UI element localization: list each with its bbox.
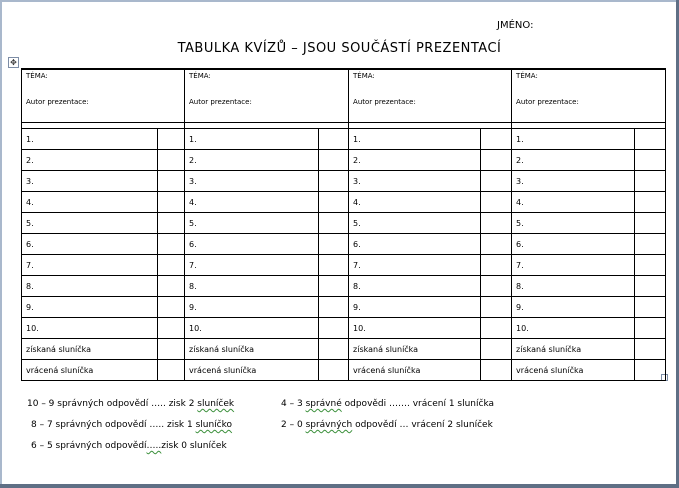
vracena-cell[interactable]: vrácená sluníčka (185, 360, 319, 381)
question-number-cell[interactable]: 7. (512, 255, 635, 276)
ziskana-row (22, 339, 666, 360)
question-number-cell[interactable]: 9. (349, 297, 481, 318)
question-row (22, 255, 666, 276)
answer-cell[interactable] (319, 339, 349, 360)
question-row (22, 297, 666, 318)
answer-cell[interactable] (481, 276, 512, 297)
answer-cell[interactable] (319, 213, 349, 234)
answer-cell[interactable] (635, 360, 666, 381)
answer-cell[interactable] (158, 171, 185, 192)
question-number-cell[interactable]: 5. (185, 213, 319, 234)
answer-cell[interactable] (319, 255, 349, 276)
question-number-cell[interactable]: 8. (22, 276, 158, 297)
question-number-cell[interactable]: 10. (512, 318, 635, 339)
page-title: TABULKA KVÍZŮ – JSOU SOUČÁSTÍ PREZENTACÍ (177, 41, 502, 56)
answer-cell[interactable] (158, 150, 185, 171)
question-number-cell[interactable]: 4. (22, 192, 158, 213)
question-number-cell[interactable]: 1. (512, 129, 635, 150)
tema-row (22, 69, 666, 96)
question-row (22, 129, 666, 150)
legend-line-2-right: 2 – 0 správných odpovědí … vrácení 2 sluníček (281, 420, 493, 430)
tema-cell[interactable]: TÉMA: (349, 69, 512, 96)
question-number-cell[interactable]: 9. (512, 297, 635, 318)
answer-cell[interactable] (481, 297, 512, 318)
ziskana-cell[interactable]: získaná sluníčka (349, 339, 481, 360)
autor-cell[interactable]: Autor prezentace: (185, 96, 349, 123)
question-number-cell[interactable]: 1. (185, 129, 319, 150)
question-row (22, 318, 666, 339)
autor-cell[interactable]: Autor prezentace: (22, 96, 185, 123)
answer-cell[interactable] (158, 213, 185, 234)
legend-line-1-right: 4 – 3 správné odpovědi ……. vrácení 1 sluníčka (281, 399, 495, 409)
answer-cell[interactable] (635, 255, 666, 276)
question-number-cell[interactable]: 10. (349, 318, 481, 339)
answer-cell[interactable] (319, 192, 349, 213)
question-row (22, 234, 666, 255)
question-number-cell[interactable]: 7. (185, 255, 319, 276)
question-number-cell[interactable]: 3. (349, 171, 481, 192)
answer-cell[interactable] (319, 276, 349, 297)
question-number-cell[interactable]: 3. (22, 171, 158, 192)
answer-cell[interactable] (635, 297, 666, 318)
question-number-cell[interactable]: 6. (349, 234, 481, 255)
autor-cell[interactable]: Autor prezentace: (512, 96, 666, 123)
ziskana-cell[interactable]: získaná sluníčka (22, 339, 158, 360)
answer-cell[interactable] (319, 360, 349, 381)
autor-cell[interactable]: Autor prezentace: (349, 96, 512, 123)
quiz-table (21, 68, 666, 381)
vracena-cell[interactable]: vrácená sluníčka (22, 360, 158, 381)
question-number-cell[interactable]: 2. (512, 150, 635, 171)
question-number-cell[interactable]: 4. (349, 192, 481, 213)
ziskana-cell[interactable]: získaná sluníčka (512, 339, 635, 360)
question-number-cell[interactable]: 6. (185, 234, 319, 255)
question-number-cell[interactable]: 7. (22, 255, 158, 276)
answer-cell[interactable] (635, 234, 666, 255)
question-number-cell[interactable]: 10. (185, 318, 319, 339)
question-number-cell[interactable]: 4. (185, 192, 319, 213)
question-number-cell[interactable]: 5. (512, 213, 635, 234)
question-number-cell[interactable]: 2. (349, 150, 481, 171)
answer-cell[interactable] (481, 255, 512, 276)
answer-cell[interactable] (158, 318, 185, 339)
answer-cell[interactable] (158, 297, 185, 318)
answer-cell[interactable] (635, 213, 666, 234)
question-number-cell[interactable]: 9. (185, 297, 319, 318)
answer-cell[interactable] (319, 171, 349, 192)
answer-cell[interactable] (635, 150, 666, 171)
answer-cell[interactable] (481, 150, 512, 171)
question-number-cell[interactable]: 2. (22, 150, 158, 171)
window-frame-left (0, 0, 2, 488)
tema-cell[interactable]: TÉMA: (512, 69, 666, 96)
question-number-cell[interactable]: 3. (185, 171, 319, 192)
answer-cell[interactable] (319, 234, 349, 255)
question-number-cell[interactable]: 6. (512, 234, 635, 255)
question-row (22, 171, 666, 192)
answer-cell[interactable] (635, 171, 666, 192)
answer-cell[interactable] (635, 276, 666, 297)
answer-cell[interactable] (481, 339, 512, 360)
question-number-cell[interactable]: 5. (22, 213, 158, 234)
question-row (22, 276, 666, 297)
window-frame-top (0, 0, 679, 2)
answer-cell[interactable] (319, 150, 349, 171)
answer-cell[interactable] (158, 129, 185, 150)
question-number-cell[interactable]: 9. (22, 297, 158, 318)
table-move-handle-icon[interactable]: ✥ (8, 57, 19, 68)
vracena-cell[interactable]: vrácená sluníčka (349, 360, 481, 381)
answer-cell[interactable] (635, 192, 666, 213)
question-row (22, 150, 666, 171)
question-number-cell[interactable]: 2. (185, 150, 319, 171)
answer-cell[interactable] (481, 192, 512, 213)
question-row (22, 213, 666, 234)
legend-line-1: 10 – 9 správných odpovědí ….. zisk 2 sluníček (27, 399, 235, 409)
window-frame-bottom (0, 484, 679, 488)
answer-cell[interactable] (319, 129, 349, 150)
answer-cell[interactable] (158, 276, 185, 297)
answer-cell[interactable] (481, 234, 512, 255)
answer-cell[interactable] (158, 255, 185, 276)
answer-cell[interactable] (158, 360, 185, 381)
name-label: JMÉNO: (497, 20, 534, 31)
answer-cell[interactable] (635, 129, 666, 150)
question-number-cell[interactable]: 1. (349, 129, 481, 150)
question-number-cell[interactable]: 7. (349, 255, 481, 276)
tema-cell[interactable]: TÉMA: (185, 69, 349, 96)
answer-cell[interactable] (635, 318, 666, 339)
autor-row (22, 96, 666, 123)
answer-cell[interactable] (158, 192, 185, 213)
answer-cell[interactable] (481, 171, 512, 192)
answer-cell[interactable] (319, 318, 349, 339)
legend-line-3: 6 – 5 správných odpovědí…..zisk 0 sluníček (31, 441, 227, 451)
answer-cell[interactable] (158, 339, 185, 360)
answer-cell[interactable] (481, 129, 512, 150)
question-number-cell[interactable]: 10. (22, 318, 158, 339)
question-number-cell[interactable]: 1. (22, 129, 158, 150)
question-number-cell[interactable]: 6. (22, 234, 158, 255)
question-number-cell[interactable]: 8. (185, 276, 319, 297)
legend-line-2: 8 – 7 správných odpovědí ….. zisk 1 sluníčko (31, 420, 233, 430)
answer-cell[interactable] (158, 234, 185, 255)
question-number-cell[interactable]: 8. (512, 276, 635, 297)
vracena-cell[interactable]: vrácená sluníčka (512, 360, 635, 381)
tema-cell[interactable]: TÉMA: (22, 69, 185, 96)
ziskana-cell[interactable]: získaná sluníčka (185, 339, 319, 360)
answer-cell[interactable] (481, 360, 512, 381)
question-number-cell[interactable]: 4. (512, 192, 635, 213)
question-number-cell[interactable]: 3. (512, 171, 635, 192)
question-row (22, 192, 666, 213)
vracena-row (22, 360, 666, 381)
question-number-cell[interactable]: 5. (349, 213, 481, 234)
answer-cell[interactable] (319, 297, 349, 318)
answer-cell[interactable] (635, 339, 666, 360)
answer-cell[interactable] (481, 213, 512, 234)
answer-cell[interactable] (481, 318, 512, 339)
question-number-cell[interactable]: 8. (349, 276, 481, 297)
